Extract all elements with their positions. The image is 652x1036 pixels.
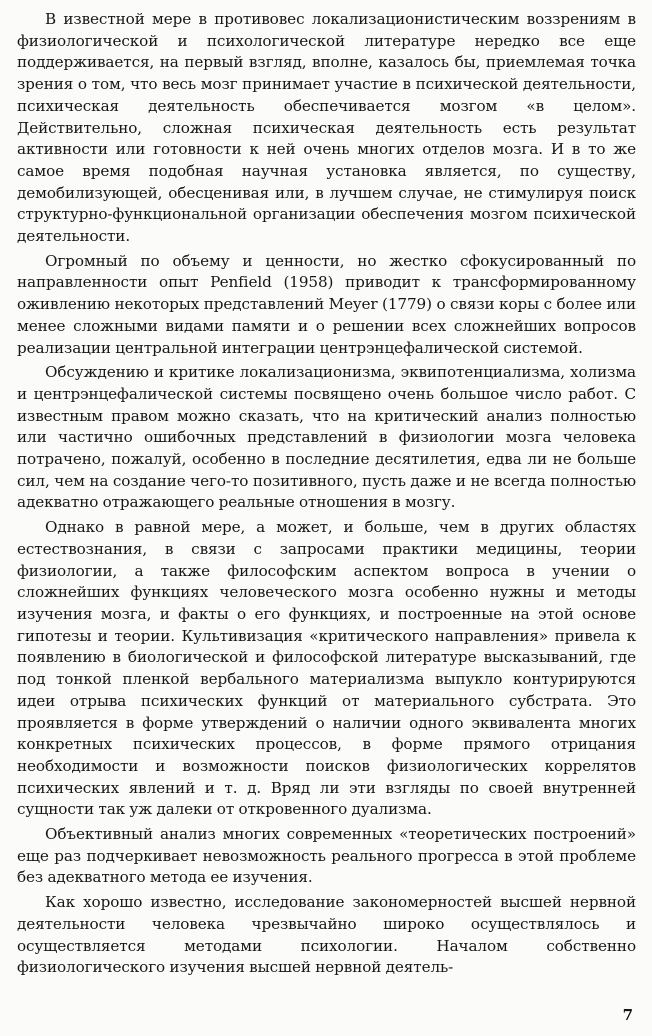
page-number: 7 [622, 1006, 633, 1024]
paragraph: Огромный по объему и ценности, но жестко сфокусированный по направленности опыт Penfield (1958) приводит к трансформированному оживлению некоторых представлений Meyer (1779) о связи коры с более или менее сложными видами памяти и о решении всех сложнейших вопросов реализации центральной интеграции центрэнцефалической системой. [17, 251, 636, 357]
paragraph: В известной мере в противовес локализационистическим воззрениям в физиологической и психологической литературе нередко все еще поддерживается, на первый взгляд, вполне, казалось бы, приемлемая точка зрения о том, что весь мозг принимает участие в психической деятельности, психическая деятельность обеспечивается мозгом «в целом». Действительно, сложная психическая деятельность есть результат активности или готовности к ней очень многих отделов мозга. И в то же самое время подобная научная установка является, по существу, демобилизующей, обесценивая или, в лучшем случае, не стимулируя поиск структурно-функциональной организации обеспечения мозгом психической деятельности. [17, 10, 636, 246]
paragraph: Однако в равной мере, а может, и больше, чем в других областях естествознания, в связи с запросами практики медицины, теории физиологии, а также философским аспектом вопроса в учении о сложнейших функциях человеческого мозга особенно нужны и методы изучения мозга, и факты о его функциях, и построенные на этой основе гипотезы и теории. Культивизация «критического направления» привела к появлению в биологической и философской литературе высказываний, где под тонкой пленкой вербального материализма выпукло контурируются идеи отрыва психических функций от материального субстрата. Это проявляется в форме утверждений о наличии одного эквивалента многих конкретных психических процессов, в форме прямого отрицания необходимости и возможности поисков физиологических коррелятов психических явлений и т. д. Вряд ли эти взгляды по своей внутренней сущности так уж далеки от откровенного дуализма. [17, 518, 636, 819]
body-text [17, 9, 636, 979]
paragraph: Объективный анализ многих современных «теоретических построений» еще раз подчеркивает невозможность реального прогресса в этой проблеме без адекватного метода ее изучения. [17, 825, 636, 887]
paragraph: Обсуждению и критике локализационизма, эквипотенциализма, холизма и центрэнцефалической системы посвящено очень большое число работ. С известным правом можно сказать, что на критический анализ полностью или частично ошибочных представлений в физиологии мозга человека потрачено, пожалуй, особенно в последние десятилетия, едва ли не больше сил, чем на создание чего-то позитивного, пусть даже и не всегда полностью адекватно отражающего реальные отношения в мозгу. [17, 363, 636, 512]
paragraph: Как хорошо известно, исследование закономерностей высшей нервной деятельности человека чрезвычайно широко осуществлялось и осуществляется методами психологии. Началом собственно физиологического изучения высшей нервной деятель- [17, 893, 636, 977]
